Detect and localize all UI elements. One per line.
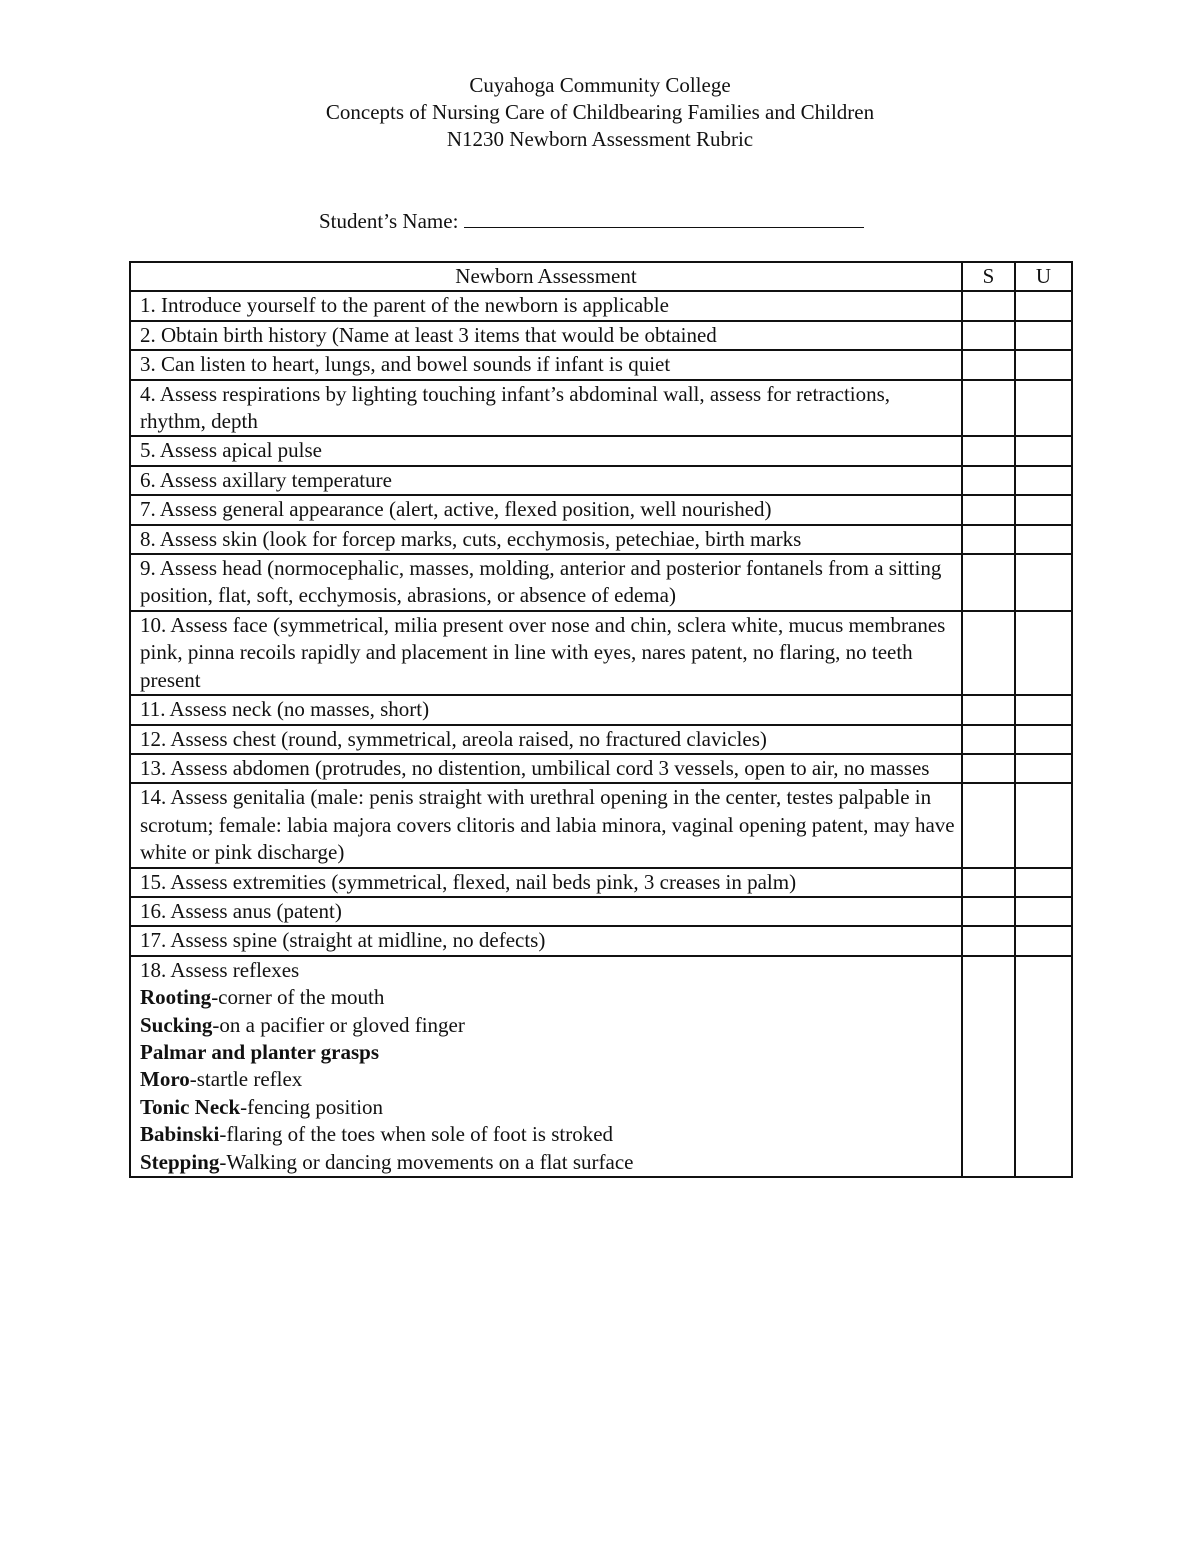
assessment-item: 12. Assess chest (round, symmetrical, areola raised, no fractured clavicles): [130, 725, 962, 754]
college-name: Cuyahoga Community College: [469, 73, 731, 97]
reflex-item: [140, 1066, 961, 1093]
reflex-description: -corner of the mouth: [211, 985, 385, 1010]
table-row: [130, 466, 1072, 495]
assessment-table: [129, 261, 1073, 1178]
s-checkbox-cell[interactable]: [962, 554, 1015, 611]
reflex-item: [140, 1012, 961, 1039]
reflex-term: Palmar and planter grasps: [140, 1039, 379, 1064]
u-checkbox-cell[interactable]: [1015, 783, 1072, 867]
header-unsatisfactory: U: [1015, 262, 1072, 291]
reflex-term: Sucking: [140, 1012, 213, 1037]
table-row: [130, 897, 1072, 926]
reflexes-title: 18. Assess reflexes: [140, 957, 300, 982]
reflex-term: Moro: [140, 1067, 190, 1092]
u-checkbox-cell[interactable]: [1015, 554, 1072, 611]
s-checkbox-cell[interactable]: [962, 695, 1015, 724]
table-header-row: [130, 262, 1072, 291]
reflex-description: -flaring of the toes when sole of foot is stroked: [219, 1122, 614, 1147]
reflex-item: [140, 984, 961, 1011]
reflexes-cell: [130, 956, 962, 1177]
reflex-description: -startle reflex: [189, 1067, 303, 1092]
s-checkbox-cell[interactable]: [962, 725, 1015, 754]
student-name-field: [319, 207, 864, 235]
s-checkbox-cell[interactable]: [962, 466, 1015, 495]
assessment-item: 16. Assess anus (patent): [130, 897, 962, 926]
assessment-item: 7. Assess general appearance (alert, active, flexed position, well nourished): [130, 495, 962, 524]
assessment-item: 5. Assess apical pulse: [130, 436, 962, 465]
u-checkbox-cell[interactable]: [1015, 868, 1072, 897]
table-row: [130, 754, 1072, 783]
assessment-item: 6. Assess axillary temperature: [130, 466, 962, 495]
student-name-blank-line[interactable]: [464, 207, 864, 228]
s-checkbox-cell[interactable]: [962, 291, 1015, 320]
assessment-item: 15. Assess extremities (symmetrical, flexed, nail beds pink, 3 creases in palm): [130, 868, 962, 897]
assessment-item: 8. Assess skin (look for forcep marks, cuts, ecchymosis, petechiae, birth marks: [130, 525, 962, 554]
table-row: [130, 291, 1072, 320]
table-row-reflexes: [130, 956, 1072, 1177]
u-checkbox-cell[interactable]: [1015, 695, 1072, 724]
u-checkbox-cell[interactable]: [1015, 897, 1072, 926]
s-checkbox-cell[interactable]: [962, 436, 1015, 465]
table-row: [130, 436, 1072, 465]
u-checkbox-cell[interactable]: [1015, 291, 1072, 320]
s-checkbox-cell[interactable]: [962, 495, 1015, 524]
reflex-description: -on a pacifier or gloved finger: [212, 1012, 465, 1037]
s-checkbox-cell[interactable]: [962, 783, 1015, 867]
header-assessment: Newborn Assessment: [130, 262, 962, 291]
assessment-item: 4. Assess respirations by lighting touching infant’s abdominal wall, assess for retractions, rhythm, depth: [130, 380, 962, 437]
assessment-item: 17. Assess spine (straight at midline, no defects): [130, 926, 962, 955]
reflex-item: [140, 1039, 961, 1066]
s-checkbox-cell[interactable]: [962, 321, 1015, 350]
table-row: [130, 525, 1072, 554]
s-checkbox-cell[interactable]: [962, 525, 1015, 554]
course-title: Concepts of Nursing Care of Childbearing Families and Children: [325, 100, 875, 124]
header-satisfactory: S: [962, 262, 1015, 291]
table-row: [130, 380, 1072, 437]
u-checkbox-cell[interactable]: [1015, 926, 1072, 955]
reflex-term: Tonic Neck: [140, 1094, 241, 1119]
assessment-item: 10. Assess face (symmetrical, milia present over nose and chin, sclera white, mucus membranes pink, pinna recoils rapidly and placement in line with eyes, nares patent, no flaring, no teeth present: [130, 611, 962, 695]
table-row: [130, 611, 1072, 695]
table-row: [130, 321, 1072, 350]
table-row: [130, 495, 1072, 524]
student-name-label: Student’s Name:: [319, 209, 459, 233]
u-checkbox-cell[interactable]: [1015, 956, 1072, 1177]
table-row: [130, 783, 1072, 867]
assessment-item: 9. Assess head (normocephalic, masses, molding, anterior and posterior fontanels from a sitting position, flat, soft, ecchymosis, abrasions, or absence of edema): [130, 554, 962, 611]
rubric-title: N1230 Newborn Assessment Rubric: [446, 127, 754, 151]
reflex-term: Stepping: [140, 1149, 220, 1174]
reflex-description: -fencing position: [240, 1094, 384, 1119]
reflex-term: Babinski: [140, 1122, 220, 1147]
u-checkbox-cell[interactable]: [1015, 525, 1072, 554]
table-row: [130, 350, 1072, 379]
u-checkbox-cell[interactable]: [1015, 754, 1072, 783]
s-checkbox-cell[interactable]: [962, 611, 1015, 695]
assessment-item: 1. Introduce yourself to the parent of the newborn is applicable: [130, 291, 962, 320]
document-header: [0, 72, 1200, 153]
table-row: [130, 554, 1072, 611]
u-checkbox-cell[interactable]: [1015, 495, 1072, 524]
assessment-item: 3. Can listen to heart, lungs, and bowel sounds if infant is quiet: [130, 350, 962, 379]
u-checkbox-cell[interactable]: [1015, 321, 1072, 350]
s-checkbox-cell[interactable]: [962, 380, 1015, 437]
s-checkbox-cell[interactable]: [962, 897, 1015, 926]
assessment-item: 2. Obtain birth history (Name at least 3 items that would be obtained: [130, 321, 962, 350]
s-checkbox-cell[interactable]: [962, 868, 1015, 897]
reflex-term: Rooting: [140, 985, 212, 1010]
reflex-item: [140, 1121, 961, 1148]
u-checkbox-cell[interactable]: [1015, 436, 1072, 465]
s-checkbox-cell[interactable]: [962, 956, 1015, 1177]
assessment-item: 14. Assess genitalia (male: penis straight with urethral opening in the center, testes palpable in scrotum; female: labia majora covers clitoris and labia minora, vaginal opening patent, may have white or pink discharge): [130, 783, 962, 867]
u-checkbox-cell[interactable]: [1015, 466, 1072, 495]
reflex-item: [140, 1094, 961, 1121]
table-row: [130, 695, 1072, 724]
u-checkbox-cell[interactable]: [1015, 380, 1072, 437]
reflex-item: [140, 1149, 961, 1176]
s-checkbox-cell[interactable]: [962, 754, 1015, 783]
assessment-item: 11. Assess neck (no masses, short): [130, 695, 962, 724]
assessment-item: 13. Assess abdomen (protrudes, no distention, umbilical cord 3 vessels, open to air, no masses: [130, 754, 962, 783]
table-row: [130, 926, 1072, 955]
u-checkbox-cell[interactable]: [1015, 611, 1072, 695]
reflex-description: -Walking or dancing movements on a flat surface: [219, 1149, 634, 1174]
table-row: [130, 725, 1072, 754]
s-checkbox-cell[interactable]: [962, 350, 1015, 379]
s-checkbox-cell[interactable]: [962, 926, 1015, 955]
u-checkbox-cell[interactable]: [1015, 725, 1072, 754]
table-row: [130, 868, 1072, 897]
u-checkbox-cell[interactable]: [1015, 350, 1072, 379]
